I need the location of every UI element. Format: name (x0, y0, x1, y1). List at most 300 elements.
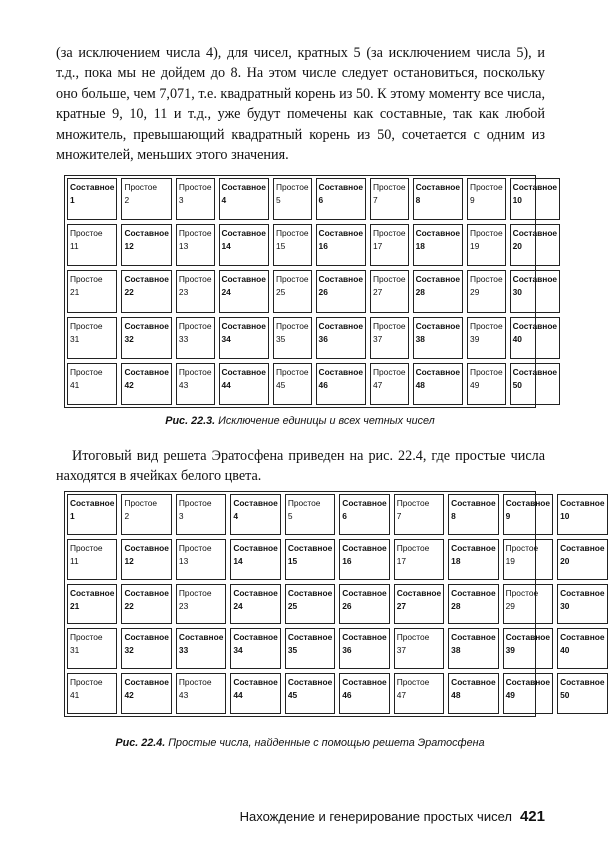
sieve-cell (467, 363, 506, 405)
sieve-cell (557, 494, 607, 535)
cell-status-label: Составное (70, 182, 115, 192)
cell-number: 26 (318, 287, 328, 298)
cell-number: 30 (560, 600, 570, 611)
cell-status-label: Простое (178, 320, 212, 331)
sieve-cell (176, 317, 215, 359)
cell-status-label: Составное (560, 677, 605, 688)
cell-status-label: Составное (342, 587, 387, 598)
sieve-cell (176, 224, 215, 266)
sieve-cell (316, 178, 366, 220)
sieve-cell (413, 224, 463, 266)
sieve-cell (121, 270, 171, 312)
sieve-cell (176, 494, 226, 535)
cell-number: 41 (70, 690, 80, 701)
cell-number: 31 (70, 645, 80, 656)
sieve-cell (67, 673, 117, 714)
cell-number: 21 (70, 287, 80, 298)
cell-status-label: Составное (512, 274, 558, 285)
sieve-cell (339, 584, 389, 625)
cell-number: 41 (70, 379, 80, 390)
cell-number: 36 (342, 645, 352, 656)
cell-number: 28 (415, 287, 425, 298)
cell-number: 48 (415, 379, 425, 390)
cell-number: 10 (512, 195, 522, 205)
cell-number: 47 (396, 690, 407, 701)
sieve-cell (503, 673, 553, 714)
cell-status-label: Составное (124, 320, 169, 331)
cell-number: 6 (342, 511, 347, 521)
sieve-cell (510, 270, 560, 312)
cell-status-label: Составное (221, 366, 266, 377)
cell-number: 48 (451, 690, 461, 701)
cell-status-label: Простое (396, 542, 430, 553)
cell-status-label: Простое (396, 632, 430, 643)
cell-number: 30 (512, 287, 522, 298)
cell-number: 18 (415, 241, 425, 252)
cell-number: 31 (70, 333, 80, 344)
sieve-cell (176, 673, 226, 714)
cell-number: 15 (287, 555, 298, 566)
sieve-cell (448, 628, 498, 669)
sieve-cell (176, 539, 226, 580)
sieve-cell (285, 673, 335, 714)
cell-status-label: Составное (318, 274, 363, 285)
cell-status-label: Простое (373, 320, 406, 331)
cell-status-label: Простое (275, 274, 309, 285)
caption-label: Рис. 22.4. (115, 737, 166, 749)
cell-number: 25 (275, 287, 286, 298)
sieve-cell (67, 539, 117, 580)
sieve-cell (121, 317, 171, 359)
sieve-cell (467, 224, 506, 266)
sieve-cell (557, 584, 607, 625)
sieve-cell (176, 178, 215, 220)
cell-status-label: Простое (70, 542, 103, 553)
cell-number: 37 (396, 645, 407, 656)
sieve-cell (176, 584, 226, 625)
cell-number: 19 (505, 555, 515, 566)
cell-number: 9 (470, 195, 475, 205)
cell-number: 38 (415, 333, 425, 344)
sieve-cell (370, 178, 409, 220)
cell-status-label: Составное (505, 677, 551, 688)
cell-status-label: Простое (178, 542, 212, 553)
cell-status-label: Составное (221, 182, 266, 192)
cell-number: 38 (451, 645, 461, 656)
cell-status-label: Составное (178, 632, 224, 643)
cell-status-label: Составное (342, 542, 387, 553)
cell-status-label: Составное (124, 542, 169, 553)
cell-number: 35 (287, 645, 298, 656)
cell-status-label: Простое (396, 498, 430, 508)
sieve-cell (273, 363, 312, 405)
cell-status-label: Простое (70, 632, 103, 643)
cell-status-label: Простое (287, 498, 321, 508)
cell-status-label: Простое (373, 228, 406, 239)
sieve-cell (285, 584, 335, 625)
sieve-cell (230, 539, 280, 580)
sieve-cell (285, 494, 335, 535)
sieve-cell (510, 363, 560, 405)
sieve-cell (230, 673, 280, 714)
cell-status-label: Простое (275, 182, 309, 192)
cell-number: 29 (470, 287, 480, 298)
cell-status-label: Простое (178, 677, 212, 688)
cell-status-label: Простое (70, 274, 103, 285)
cell-number: 13 (178, 241, 189, 252)
cell-status-label: Составное (124, 366, 169, 377)
cell-status-label: Составное (70, 498, 115, 508)
page-number: 421 (519, 808, 545, 825)
sieve-cell (219, 317, 269, 359)
cell-status-label: Простое (275, 228, 309, 239)
cell-number: 2 (124, 511, 130, 521)
cell-number: 39 (470, 333, 480, 344)
sieve-cell (413, 363, 463, 405)
caption-label: Рис. 22.3. (165, 415, 216, 427)
cell-status-label: Составное (415, 182, 461, 192)
cell-number: 14 (233, 555, 243, 566)
sieve-cell (510, 178, 560, 220)
cell-number: 47 (373, 379, 383, 390)
cell-status-label: Составное (512, 366, 558, 377)
cell-status-label: Составное (560, 542, 605, 553)
cell-status-label: Простое (178, 274, 212, 285)
cell-status-label: Составное (451, 498, 496, 508)
cell-status-label: Простое (124, 498, 158, 508)
cell-number: 42 (124, 690, 134, 701)
sieve-cell (219, 270, 269, 312)
cell-status-label: Составное (221, 274, 266, 285)
cell-number: 25 (287, 600, 298, 611)
cell-status-label: Составное (451, 632, 496, 643)
cell-number: 15 (275, 241, 286, 252)
cell-number: 32 (124, 645, 134, 656)
sieve-cell (121, 539, 171, 580)
cell-status-label: Составное (70, 587, 115, 598)
cell-status-label: Составное (342, 632, 387, 643)
sieve-cell (370, 317, 409, 359)
body-paragraph-1: (за исключением числа 4), для чисел, кратных 5 (за исключением числа 5), и т.д., пока мы не дойдем до 8. На этом числе следует остановиться, поскольку оно больше, чем 7,071, т.е. квадратный корень из 50. К этому моменту все числа, кратные 9, 10, 11 и т.д., уже будут помечены как составные, так как любой множитель, превышающий квадратный корень из 50, сочетается с одним из множителей, меньших этого значения. (56, 45, 545, 164)
cell-status-label: Простое (505, 587, 539, 598)
cell-status-label: Составное (233, 587, 278, 598)
sieve-cell (121, 224, 171, 266)
cell-number: 22 (124, 600, 134, 611)
sieve-cell (316, 317, 366, 359)
cell-status-label: Простое (470, 182, 503, 192)
cell-number: 3 (178, 511, 184, 521)
cell-number: 40 (512, 333, 522, 344)
cell-number: 21 (70, 600, 80, 611)
sieve-cell (273, 178, 312, 220)
cell-status-label: Составное (318, 182, 363, 192)
sieve-cell (557, 628, 607, 669)
sieve-cell (121, 178, 171, 220)
cell-number: 27 (373, 287, 383, 298)
sieve-cell (467, 270, 506, 312)
sieve-cell (285, 539, 335, 580)
cell-status-label: Составное (560, 587, 605, 598)
cell-number: 24 (233, 600, 243, 611)
cell-status-label: Простое (178, 587, 212, 598)
cell-number: 11 (70, 241, 79, 252)
cell-status-label: Составное (342, 498, 387, 508)
sieve-cell (339, 494, 389, 535)
sieve-cell (394, 539, 444, 580)
cell-status-label: Составное (233, 632, 278, 643)
sieve-cell (448, 494, 498, 535)
cell-status-label: Составное (318, 228, 363, 239)
sieve-cell (370, 363, 409, 405)
cell-number: 34 (233, 645, 243, 656)
cell-number: 50 (560, 690, 570, 701)
cell-number: 8 (451, 511, 456, 521)
figure-caption-22-3 (0, 415, 600, 427)
cell-number: 17 (396, 555, 407, 566)
cell-number: 43 (178, 379, 189, 390)
cell-number: 1 (70, 511, 75, 521)
sieve-cell (448, 539, 498, 580)
cell-status-label: Простое (505, 542, 539, 553)
sieve-cell (67, 628, 117, 669)
cell-status-label: Составное (124, 274, 169, 285)
cell-status-label: Простое (373, 274, 406, 285)
sieve-cell (413, 270, 463, 312)
cell-number: 12 (124, 241, 134, 252)
sieve-cell (370, 270, 409, 312)
cell-status-label: Составное (124, 587, 169, 598)
sieve-cell (316, 224, 366, 266)
cell-status-label: Простое (124, 182, 158, 192)
sieve-cell (394, 628, 444, 669)
cell-status-label: Составное (287, 677, 333, 688)
cell-number: 24 (221, 287, 231, 298)
sieve-cell (230, 628, 280, 669)
cell-status-label: Составное (451, 677, 496, 688)
cell-status-label: Составное (415, 366, 461, 377)
sieve-cell (503, 494, 553, 535)
sieve-cell (121, 584, 171, 625)
running-title: Нахождение и генерирование простых чисел (239, 809, 512, 824)
cell-status-label: Простое (470, 320, 503, 331)
cell-status-label: Составное (415, 228, 461, 239)
sieve-cell (394, 673, 444, 714)
cell-number: 20 (560, 555, 570, 566)
cell-number: 49 (470, 379, 480, 390)
cell-status-label: Составное (287, 632, 333, 643)
cell-number: 33 (178, 645, 189, 656)
cell-number: 1 (70, 195, 75, 205)
cell-number: 10 (560, 511, 570, 521)
cell-status-label: Составное (505, 632, 551, 643)
cell-status-label: Простое (470, 274, 503, 285)
cell-number: 16 (318, 241, 328, 252)
sieve-cell (121, 494, 171, 535)
cell-number: 36 (318, 333, 328, 344)
cell-status-label: Составное (415, 274, 461, 285)
sieve-cell (67, 317, 117, 359)
sieve-cell (448, 673, 498, 714)
cell-number: 35 (275, 333, 286, 344)
caption-text: Простые числа, найденные с помощью решета Эратосфена (168, 737, 485, 749)
sieve-grid-final (64, 491, 605, 717)
sieve-cell (557, 539, 607, 580)
cell-status-label: Составное (124, 677, 169, 688)
cell-status-label: Составное (560, 632, 605, 643)
sieve-cell (121, 363, 171, 405)
sieve-cell (413, 317, 463, 359)
sieve-cell (503, 539, 553, 580)
cell-status-label: Простое (70, 677, 103, 688)
cell-number: 40 (560, 645, 570, 656)
caption-text: Исключение единицы и всех четных чисел (218, 415, 435, 427)
cell-number: 45 (275, 379, 286, 390)
cell-status-label: Составное (560, 498, 605, 508)
page-footer (56, 808, 545, 825)
cell-status-label: Составное (233, 677, 278, 688)
cell-number: 8 (415, 195, 421, 205)
cell-number: 7 (373, 195, 378, 205)
cell-number: 45 (287, 690, 298, 701)
cell-number: 49 (505, 690, 515, 701)
cell-status-label: Простое (396, 677, 430, 688)
cell-status-label: Составное (396, 587, 442, 598)
cell-number: 18 (451, 555, 461, 566)
sieve-cell (510, 317, 560, 359)
cell-status-label: Составное (451, 542, 496, 553)
cell-status-label: Простое (470, 228, 503, 239)
cell-status-label: Составное (451, 587, 496, 598)
sieve-cell (67, 270, 117, 312)
sieve-cell (176, 628, 226, 669)
sieve-cell (67, 178, 117, 220)
sieve-cell (339, 539, 389, 580)
sieve-grid-intermediate (64, 175, 558, 408)
cell-number: 34 (221, 333, 231, 344)
cell-status-label: Простое (70, 366, 103, 377)
sieve-cell (503, 584, 553, 625)
cell-status-label: Простое (470, 366, 503, 377)
sieve-cell (230, 584, 280, 625)
sieve-cell (413, 178, 463, 220)
sieve-cell (121, 673, 171, 714)
cell-status-label: Составное (287, 542, 333, 553)
sieve-cell (510, 224, 560, 266)
cell-number: 37 (373, 333, 383, 344)
cell-status-label: Простое (178, 228, 212, 239)
sieve-cell (273, 270, 312, 312)
sieve-cell (176, 363, 215, 405)
sieve-cell (285, 628, 335, 669)
cell-number: 23 (178, 600, 189, 611)
cell-number: 16 (342, 555, 352, 566)
cell-status-label: Составное (124, 632, 169, 643)
cell-number: 44 (233, 690, 243, 701)
cell-number: 27 (396, 600, 407, 611)
cell-status-label: Простое (373, 182, 406, 192)
cell-number: 29 (505, 600, 515, 611)
cell-number: 28 (451, 600, 461, 611)
sieve-cell (467, 317, 506, 359)
cell-number: 5 (275, 195, 281, 205)
cell-status-label: Составное (415, 320, 461, 331)
cell-number: 39 (505, 645, 515, 656)
cell-status-label: Простое (178, 498, 212, 508)
cell-status-label: Составное (512, 320, 558, 331)
sieve-cell (67, 494, 117, 535)
cell-status-label: Простое (275, 366, 309, 377)
sieve-cell (67, 363, 117, 405)
cell-number: 3 (178, 195, 184, 205)
cell-status-label: Составное (233, 542, 278, 553)
cell-status-label: Составное (124, 228, 169, 239)
sieve-cell (219, 363, 269, 405)
cell-number: 4 (233, 511, 239, 521)
cell-number: 11 (70, 555, 79, 566)
cell-number: 20 (512, 241, 522, 252)
figure-caption-22-4 (0, 737, 600, 749)
cell-status-label: Простое (373, 366, 406, 377)
cell-number: 50 (512, 379, 522, 390)
sieve-cell (316, 270, 366, 312)
sieve-cell (448, 584, 498, 625)
sieve-cell (67, 584, 117, 625)
sieve-cell (219, 224, 269, 266)
sieve-cell (467, 178, 506, 220)
cell-number: 32 (124, 333, 134, 344)
sieve-cell (503, 628, 553, 669)
cell-number: 42 (124, 379, 134, 390)
body-paragraph-2: Итоговый вид решета Эратосфена приведен на рис. 22.4, где простые числа находятся в ячейках белого цвета. (56, 448, 545, 485)
cell-status-label: Простое (178, 182, 212, 192)
sieve-cell (121, 628, 171, 669)
sieve-cell (316, 363, 366, 405)
cell-number: 44 (221, 379, 231, 390)
cell-number: 9 (505, 511, 511, 521)
sieve-cell (176, 270, 215, 312)
cell-status-label: Составное (342, 677, 387, 688)
cell-status-label: Составное (233, 498, 278, 508)
cell-number: 5 (287, 511, 293, 521)
cell-number: 33 (178, 333, 189, 344)
cell-number: 13 (178, 555, 189, 566)
sieve-cell (394, 494, 444, 535)
cell-number: 26 (342, 600, 352, 611)
cell-status-label: Составное (287, 587, 333, 598)
cell-number: 7 (396, 511, 402, 521)
cell-number: 22 (124, 287, 134, 298)
cell-number: 14 (221, 241, 231, 252)
sieve-cell (273, 317, 312, 359)
cell-status-label: Простое (70, 320, 103, 331)
sieve-cell (339, 628, 389, 669)
cell-status-label: Простое (70, 228, 103, 239)
sieve-cell (273, 224, 312, 266)
cell-number: 46 (318, 379, 328, 390)
cell-number: 6 (318, 195, 324, 205)
cell-number: 23 (178, 287, 189, 298)
sieve-cell (557, 673, 607, 714)
cell-status-label: Составное (221, 320, 266, 331)
cell-number: 2 (124, 195, 130, 205)
cell-status-label: Составное (318, 320, 363, 331)
cell-number: 4 (221, 195, 227, 205)
sieve-cell (67, 224, 117, 266)
sieve-cell (339, 673, 389, 714)
cell-number: 46 (342, 690, 352, 701)
cell-number: 19 (470, 241, 480, 252)
cell-status-label: Составное (221, 228, 266, 239)
